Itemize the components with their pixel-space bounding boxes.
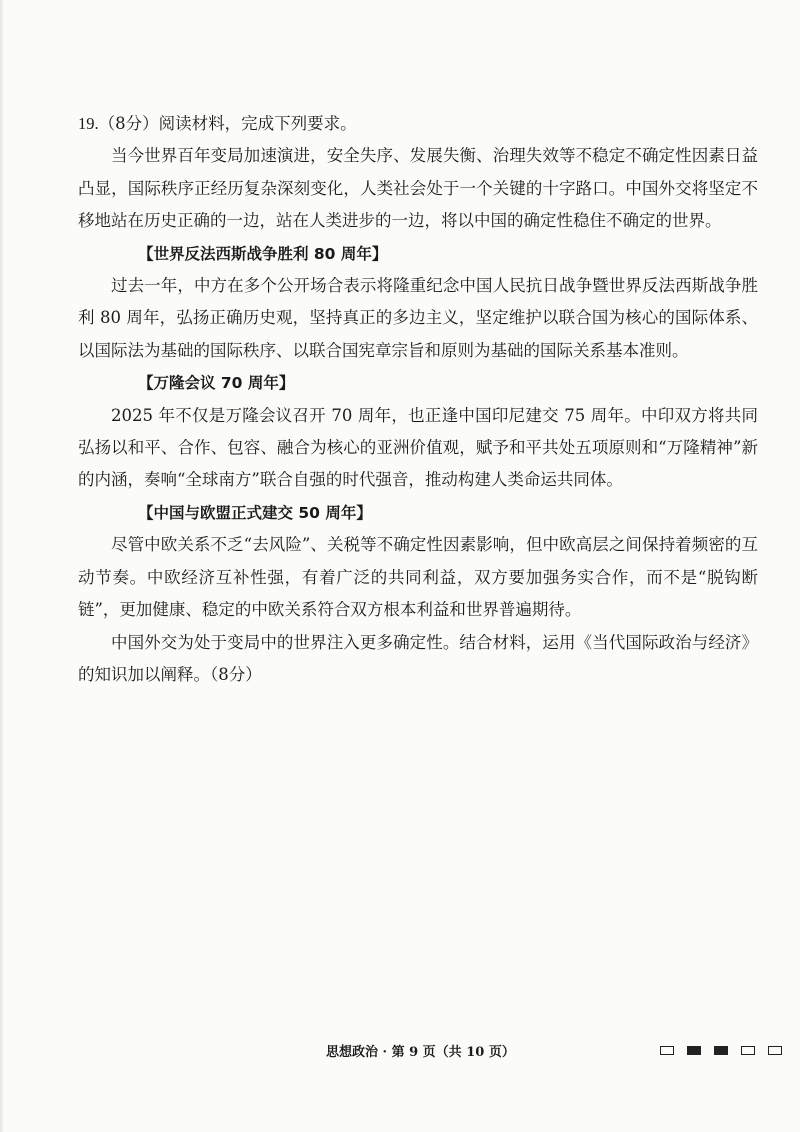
scan-edge-shadow: [0, 0, 4, 1132]
task-paragraph: 中国外交为处于变局中的世界注入更多确定性。结合材料，运用《当代国际政治与经济》的知识加以阐释。（8分）: [78, 632, 758, 684]
page-mark-4: [741, 1046, 755, 1055]
section-title-eu: 【中国与欧盟正式建交 50 周年】: [138, 503, 372, 522]
question-instruction: 阅读材料，完成下列要求。: [158, 114, 357, 133]
intro-paragraph: 当今世界百年变局加速演进，安全失序、发展失衡、治理失效等不稳定不确定性因素日益凸显，国际秩序正经历复杂深刻变化，人类社会处于一个关键的十字路口。中国外交将坚定不移地站在历史正确的一边，站在人类进步的一边，将以中国的确定性稳住不确定的世界。: [78, 146, 758, 231]
section-text-eu: 尽管中欧关系不乏“去风险”、关税等不确定性因素影响，但中欧高层之间保持着频密的互动节奏。中欧经济互补性强，有着广泛的共同利益，双方要加强务实合作，而不是“脱钩断链”，更加健康、稳定的中欧关系符合双方根本利益和世界普遍期待。: [78, 535, 758, 620]
footer-text: 思想政治 · 第 9 页（共 10 页）: [326, 1045, 515, 1060]
page-mark-2: [687, 1046, 701, 1055]
section-text-bandung: 2025 年不仅是万隆会议召开 70 周年，也正逢中国印尼建交 75 周年。中印双方将共同弘扬以和平、合作、包容、融合为核心的亚洲价值观，赋予和平共处五项原则和“万隆精神”新的内涵，奏响“全球南方”联合自强的时代强音，推动构建人类命运共同体。: [78, 405, 758, 490]
question-19: [78, 108, 758, 691]
question-number: 19.: [78, 114, 99, 133]
section-title-wwii: 【世界反法西斯战争胜利 80 周年】: [138, 244, 388, 263]
question-points: （8分）: [98, 114, 159, 133]
section-title-bandung: 【万隆会议 70 周年】: [138, 374, 295, 393]
page-mark-5: [768, 1046, 782, 1055]
page-mark-1: [660, 1046, 674, 1055]
section-text-wwii: 过去一年，中方在多个公开场合表示将隆重纪念中国人民抗日战争暨世界反法西斯战争胜利 80 周年，弘扬正确历史观，坚持真正的多边主义，坚定维护以联合国为核心的国际体系、以国际法为基础的国际秩序、以联合国宪章宗旨和原则为基础的国际关系基本准则。: [78, 276, 758, 360]
page-mark-3: [714, 1046, 728, 1055]
question-header: [78, 108, 758, 140]
